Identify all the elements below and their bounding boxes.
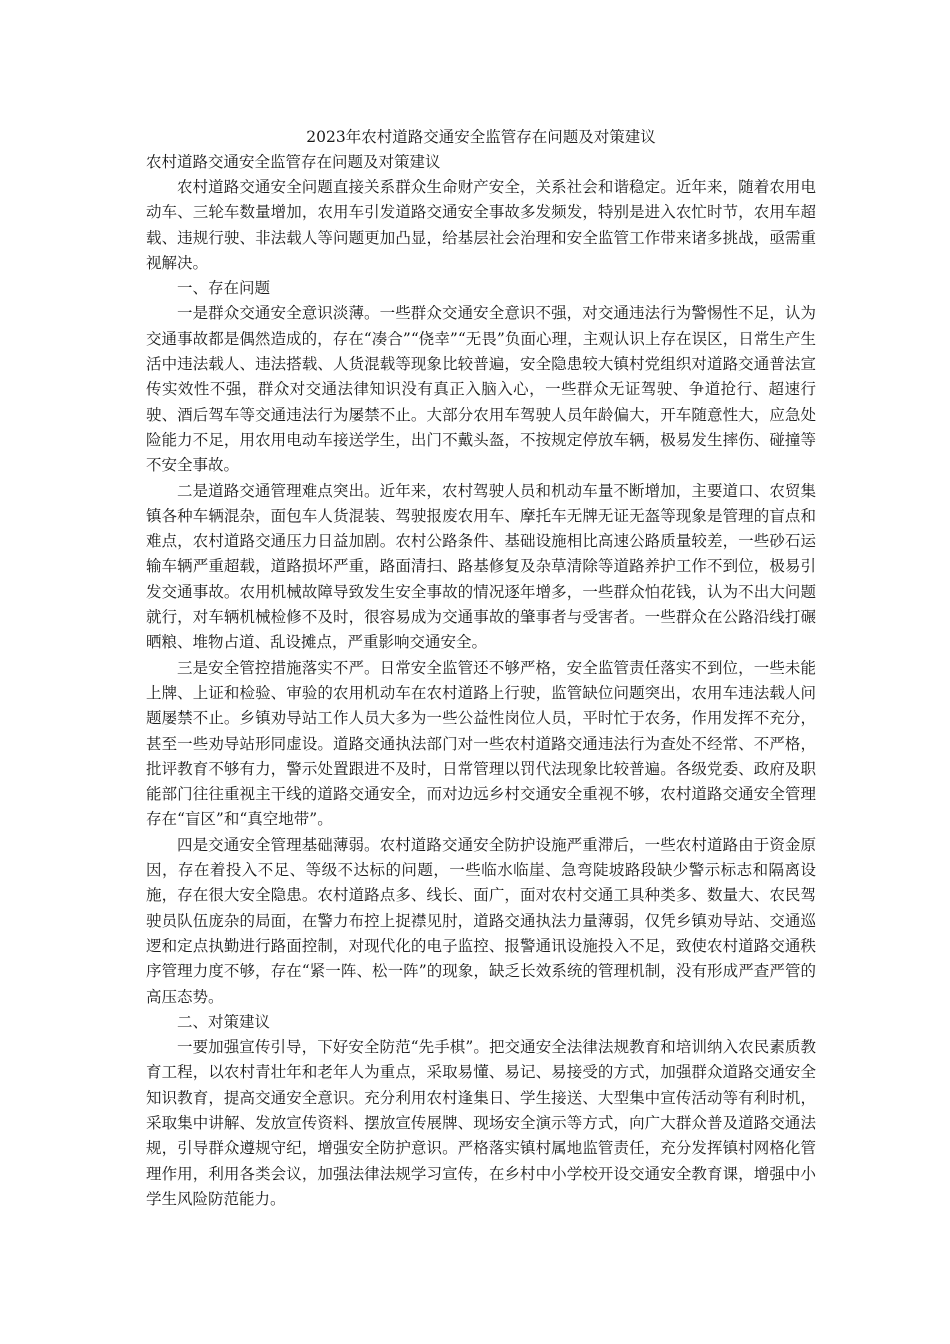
document-subtitle: 农村道路交通安全监管存在问题及对策建议 — [146, 153, 441, 171]
document-page — [146, 125, 816, 1212]
problem-paragraph-4: 四是交通安全管理基础薄弱。农村道路交通安全防护设施严重滞后，一些农村道路由于资金原因，存在着投入不足、等级不达标的问题，一些临水临崖、急弯陡坡路段缺少警示标志和隔离设施，存在很大安全隐患。农村道路点多、线长、面广，面对农村交通工具种类多、数量大、农民驾驶员队伍庞杂的局面，在警力布控上捉襟见肘，道路交通执法力量薄弱，仅凭乡镇劝导站、交通巡逻和定点执勤进行路面控制，对现代化的电子监控、报警通讯设施投入不足，致使农村道路交通秩序管理力度不够，存在“紧一阵、松一阵”的现象，缺乏长效系统的管理机制，没有形成严查严管的高压态势。 — [146, 835, 816, 1006]
document-title: 2023年农村道路交通安全监管存在问题及对策建议 — [306, 128, 656, 146]
section-heading-suggestions: 二、对策建议 — [177, 1012, 271, 1031]
problem-paragraph-2: 二是道路交通管理难点突出。近年来，农村驾驶人员和机动车量不断增加，主要道口、农贸集镇各种车辆混杂，面包车人货混装、驾驶报废农用车、摩托车无牌无证无盔等现象是管理的盲点和难点，农村道路交通压力日益加剧。农村公路条件、基础设施相比高速公路质量较差，一些砂石运输车辆严重超载，道路损坏严重，路面清扫、路基修复及杂草清除等道路养护工作不到位，极易引发交通事故。农用机械故障导致发生安全事故的情况逐年增多，一些群众怕花钱，认为不出大问题就行，对车辆机械检修不及时，很容易成为交通事故的肇事者与受害者。一些群众在公路沿线打碾晒粮、堆物占道、乱设摊点，严重影响交通安全。 — [146, 481, 816, 652]
problem-paragraph-3: 三是安全管控措施落实不严。日常安全监管还不够严格，安全监管责任落实不到位，一些未能上牌、上证和检验、审验的农用机动车在农村道路上行驶，监管缺位问题突出，农用车违法载人问题屡禁不止。乡镇劝导站工作人员大多为一些公益性岗位人员，平时忙于农务，作用发挥不充分，甚至一些劝导站形同虚设。道路交通执法部门对一些农村道路交通违法行为查处不经常、不严格，批评教育不够有力，警示处置跟进不及时，日常管理以罚代法现象比较普遍。各级党委、政府及职能部门往往重视主干线的道路交通安全，而对边远乡村交通安全重视不够，农村道路交通安全管理存在“盲区”和“真空地带”。 — [146, 658, 816, 829]
intro-paragraph: 农村道路交通安全问题直接关系群众生命财产安全，关系社会和谐稳定。近年来，随着农用电动车、三轮车数量增加，农用车引发道路交通安全事故多发频发，特别是进入农忙时节，农用车超载、违规行驶、非法载人等问题更加凸显，给基层社会治理和安全监管工作带来诸多挑战，亟需重视解决。 — [146, 178, 816, 272]
section-heading-problems: 一、存在问题 — [177, 279, 271, 298]
problem-paragraph-1: 一是群众交通安全意识淡薄。一些群众交通安全意识不强，对交通违法行为警惕性不足，认为交通事故都是偶然造成的，存在“凑合”“侥幸”“无畏”负面心理，主观认识上存在误区，日常生产生活中违法载人、违法搭载、人货混载等现象比较普遍，安全隐患较大镇村党组织对道路交通普法宣传实效性不强，群众对交通法律知识没有真正入脑入心，一些群众无证驾驶、争道抢行、超速行驶、酒后驾车等交通违法行为屡禁不止。大部分农用车驾驶人员年龄偏大，开车随意性大，应急处险能力不足，用农用电动车接送学生，出门不戴头盔，不按规定停放车辆，极易发生摔伤、碰撞等不安全事故。 — [146, 304, 816, 475]
suggestion-paragraph-1: 一要加强宣传引导，下好安全防范“先手棋”。把交通安全法律法规教育和培训纳入农民素质教育工程，以农村青壮年和老年人为重点，采取易懂、易记、易接受的方式，加强群众道路交通安全知识教育，提高交通安全意识。充分利用农村逢集日、学生接送、大型集中宣传活动等有利时机，采取集中讲解、发放宣传资料、摆放宣传展牌、现场安全演示等方式，向广大群众普及道路交通法规，引导群众遵规守纪，增强安全防护意识。严格落实镇村属地监管责任，充分发挥镇村网格化管理作用，利用各类会议，加强法律法规学习宣传，在乡村中小学校开设交通安全教育课，增强中小学生风险防范能力。 — [146, 1038, 816, 1208]
